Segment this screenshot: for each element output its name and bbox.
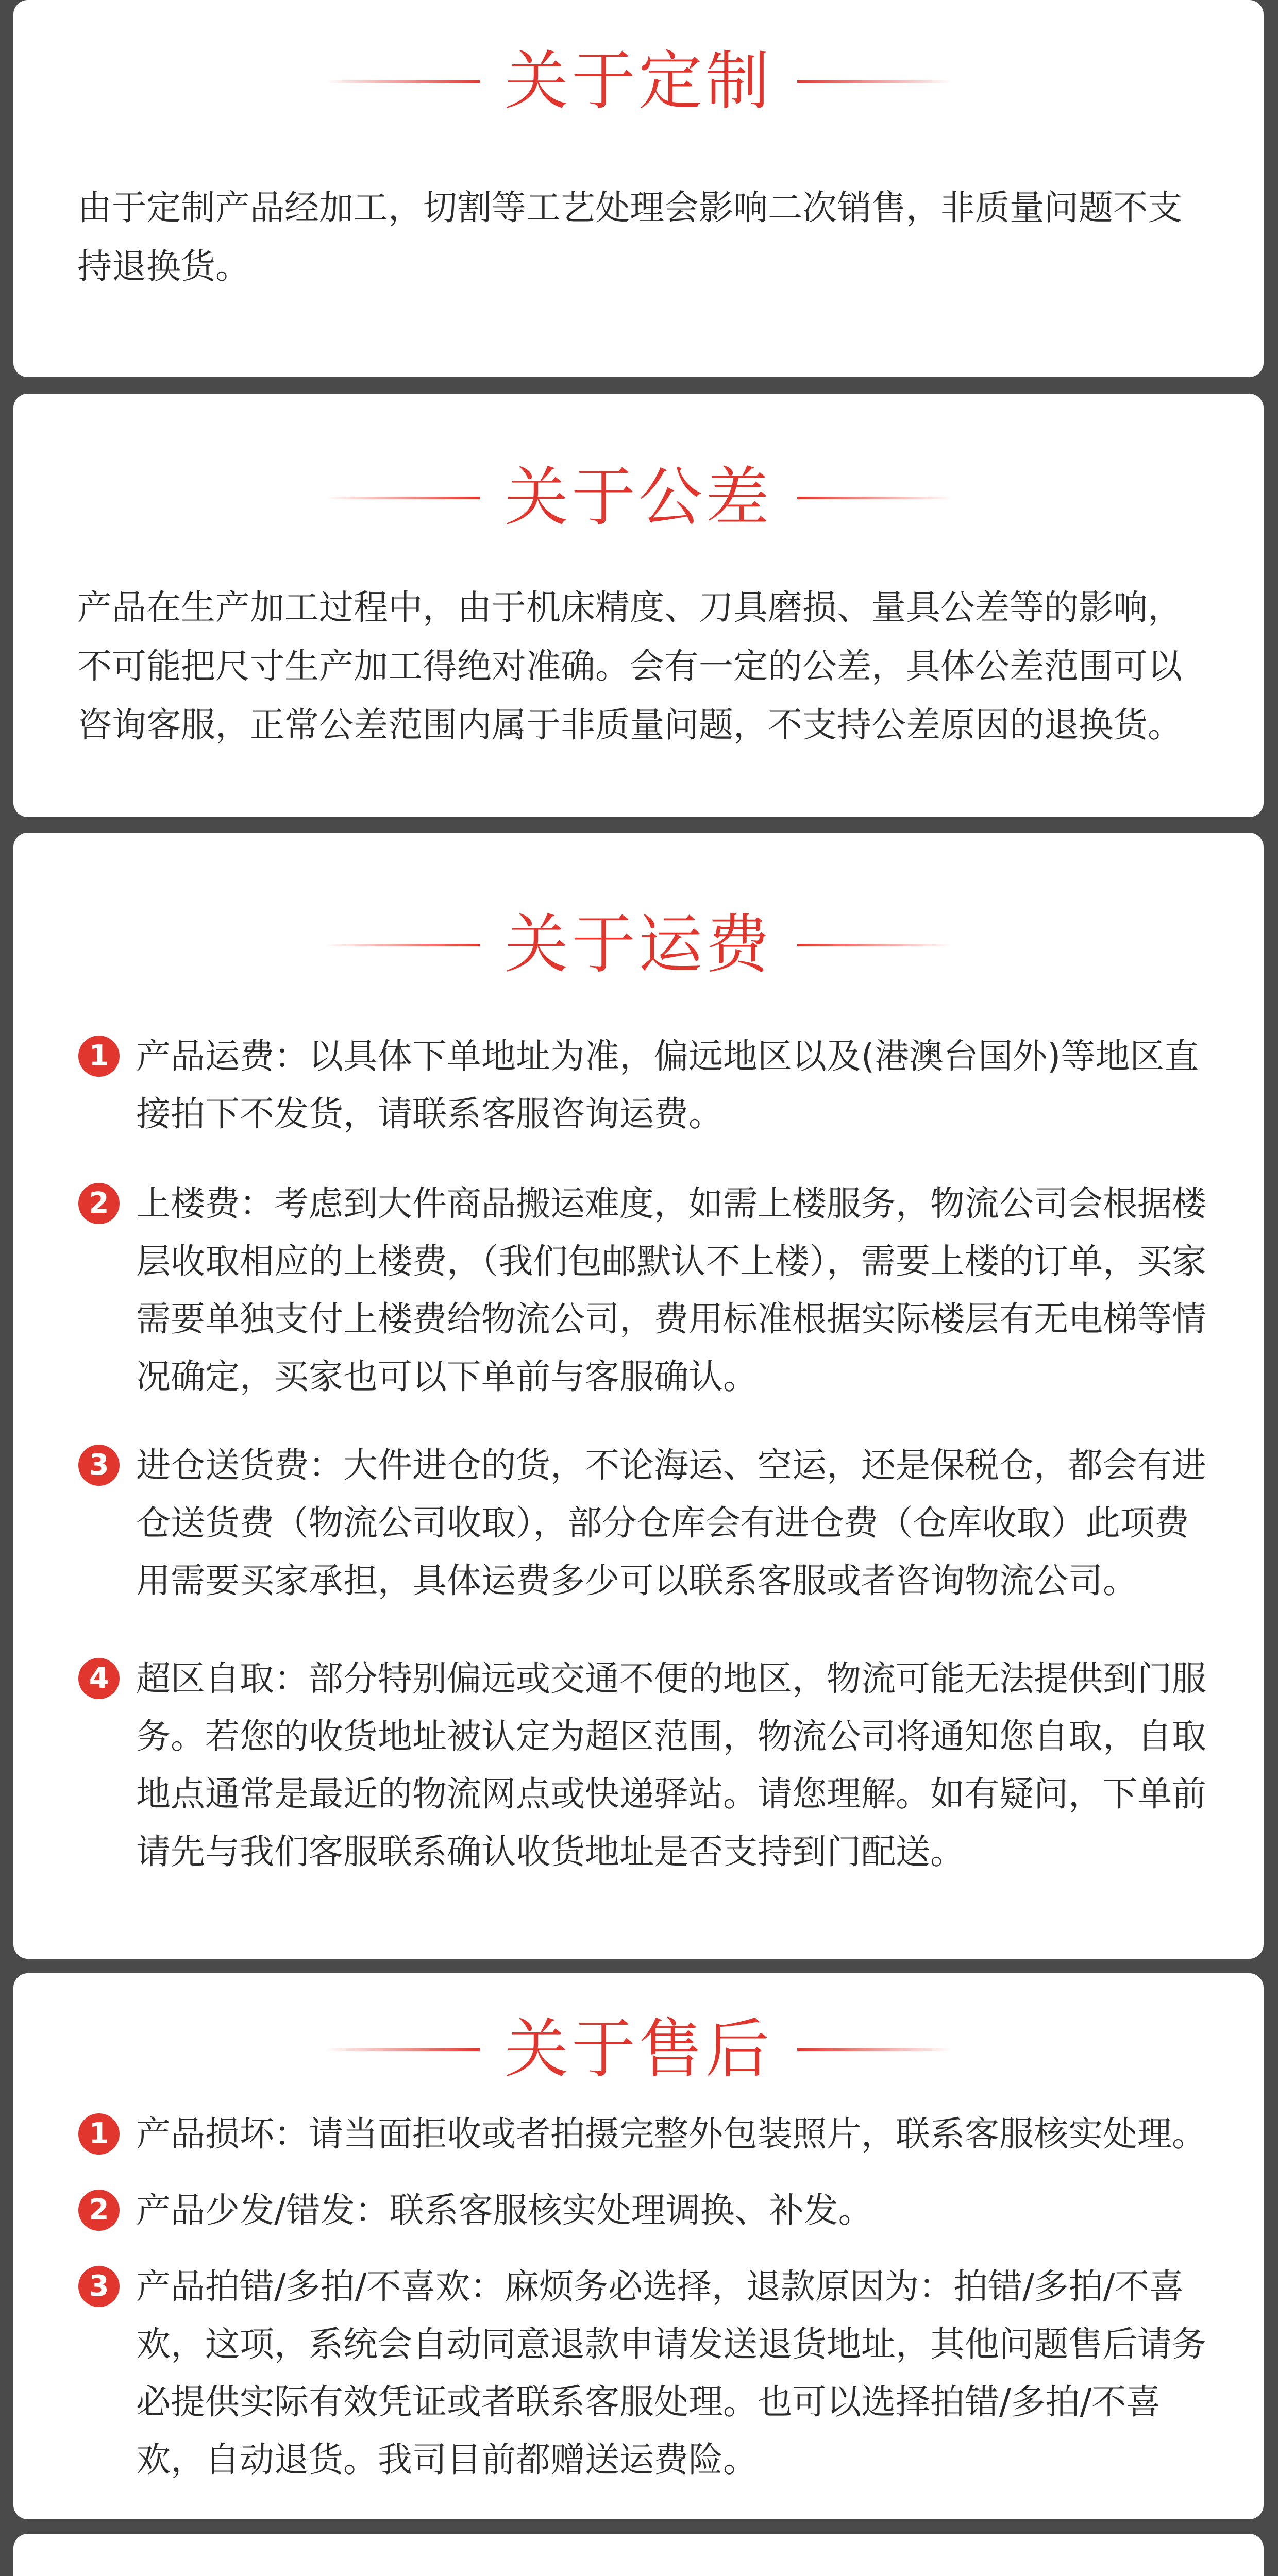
number-badge: 4 [78,1658,120,1699]
list-item-text: 上楼费：考虑到大件商品搬运难度，如需上楼服务，物流公司会根据楼层收取相应的上楼费，（我们包邮默认不上楼），需要上楼的订单，买家需要单独支付上楼费给物流公司，费用标准根据实际楼层有无电梯等情况确定，买家也可以下单前与客服确认。 [136,1183,1206,1397]
list-item [74,1650,1210,1880]
heading-rule-left [325,497,480,499]
number-badge: 1 [78,1036,120,1077]
number-badge: 2 [78,2190,120,2231]
heading-rule-right [797,80,952,83]
section-heading [13,44,1264,118]
list-item-text: 产品运费：以具体下单地址为准，偏远地区以及(港澳台国外)等地区直接拍下不发货，请联系客服咨询运费。 [136,1036,1199,1134]
section-invoice [13,2534,1264,2576]
section-title: 关于运费 [504,908,772,982]
section-heading [13,2012,1264,2087]
list-item [74,1436,1210,1609]
section-title: 关于定制 [504,44,772,118]
section-text: 产品在生产加工过程中，由于机床精度、刀具磨损、量具公差等的影响，不可能把尺寸生产加工得绝对准确。会有一定的公差，具体公差范围可以咨询客服，正常公差范围内属于非质量问题，不支持公差原因的退换货。 [77,587,1182,745]
section-title: 关于售后 [504,2012,772,2087]
heading-rule-left [325,80,480,83]
number-badge: 3 [78,2266,120,2307]
section-after-sales [13,1973,1264,2519]
heading-rule-right [797,2048,952,2051]
section-title: 关于公差 [504,461,772,535]
number-badge: 1 [78,2113,120,2155]
section-text: 由于定制产品经加工，切割等工艺处理会影响二次销售，非质量问题不支持退换货。 [77,188,1182,286]
section-heading [13,908,1264,982]
heading-rule-right [797,944,952,946]
list-item [74,2258,1210,2488]
section-custom [13,0,1264,377]
list-item [74,1027,1210,1143]
list-item-text: 产品少发/错发：联系客服核实处理调换、补发。 [136,2190,873,2230]
section-shipping [13,833,1264,1959]
list-item-text: 进仓送货费：大件进仓的货，不论海运、空运，还是保税仓，都会有进仓送货费（物流公司收取），部分仓库会有进仓费（仓库收取）此项费用需要买家承担，具体运费多少可以联系客服或者咨询物流公司。 [136,1445,1206,1601]
list-item [74,2181,1210,2239]
heading-rule-left [325,944,480,946]
heading-rule-left [325,2048,480,2051]
section-tolerance [13,394,1264,817]
number-badge: 2 [78,1183,120,1224]
list-item [74,1175,1210,1405]
number-badge: 3 [78,1445,120,1486]
list-item-text: 产品损坏：请当面拒收或者拍摄完整外包装照片，联系客服核实处理。 [136,2114,1206,2154]
list-item [74,2105,1210,2163]
heading-rule-right [797,497,952,499]
list-item-text: 超区自取：部分特别偏远或交通不便的地区，物流可能无法提供到门服务。若您的收货地址被认定为超区范围，物流公司将通知您自取，自取地点通常是最近的物流网点或快递驿站。请您理解。如有疑问，下单前请先与我们客服联系确认收货地址是否支持到门配送。 [136,1658,1206,1872]
section-heading [13,461,1264,535]
list-item-text: 产品拍错/多拍/不喜欢：麻烦务必选择，退款原因为：拍错/多拍/不喜欢，这项，系统会自动同意退款申请发送退货地址，其他问题售后请务必提供实际有效凭证或者联系客服处理。也可以选择拍错/多拍/不喜欢，自动退货。我司目前都赠送运费险。 [136,2266,1206,2480]
